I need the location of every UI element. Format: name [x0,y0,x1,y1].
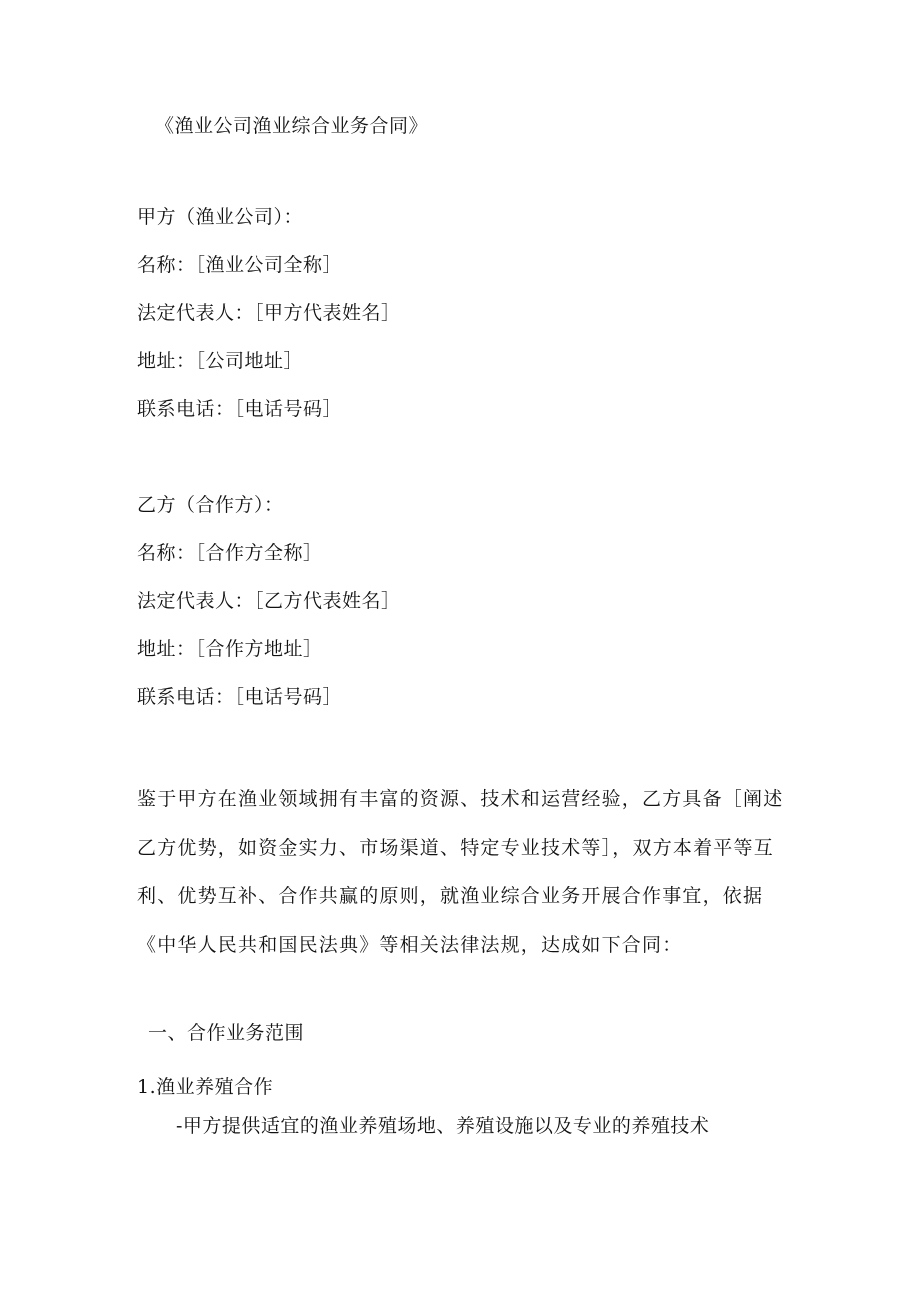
party-b-address: 地址：［合作方地址］ [137,638,323,660]
party-a-representative: 法定代表人：［甲方代表姓名］ [137,302,401,324]
contract-title: 《渔业公司渔业综合业务合同》 [155,115,429,137]
party-a-phone: 联系电话：［电话号码］ [137,398,343,420]
section-heading-scope: 一、合作业务范围 [148,1022,305,1044]
aquaculture-bullet: -甲方提供适宜的渔业养殖场地、养殖设施以及专业的养殖技术 [176,1115,710,1137]
party-b-name: 名称：［合作方全称］ [137,542,323,564]
party-a-address: 地址：［公司地址］ [137,350,304,372]
preamble-paragraph: 鉴于甲方在渔业领域拥有丰富的资源、技术和运营经验，乙方具备［阐述乙方优势，如资金实力、市场渠道、特定专业技术等］，双方本着平等互利、优势互补、合作共赢的原则，就渔业综合业务开展合作事宜，依据《中华人民共和国民法典》等相关法律法规，达成如下合同： [137,788,784,956]
subsection-heading-aquaculture: 1.渔业养殖合作 [137,1076,274,1098]
party-b-representative: 法定代表人：［乙方代表姓名］ [137,590,401,612]
party-b-heading: 乙方（合作方）： [137,494,284,516]
party-a-name: 名称：［渔业公司全称］ [137,254,343,276]
party-a-heading: 甲方（渔业公司）： [137,206,304,228]
party-b-phone: 联系电话：［电话号码］ [137,686,343,708]
